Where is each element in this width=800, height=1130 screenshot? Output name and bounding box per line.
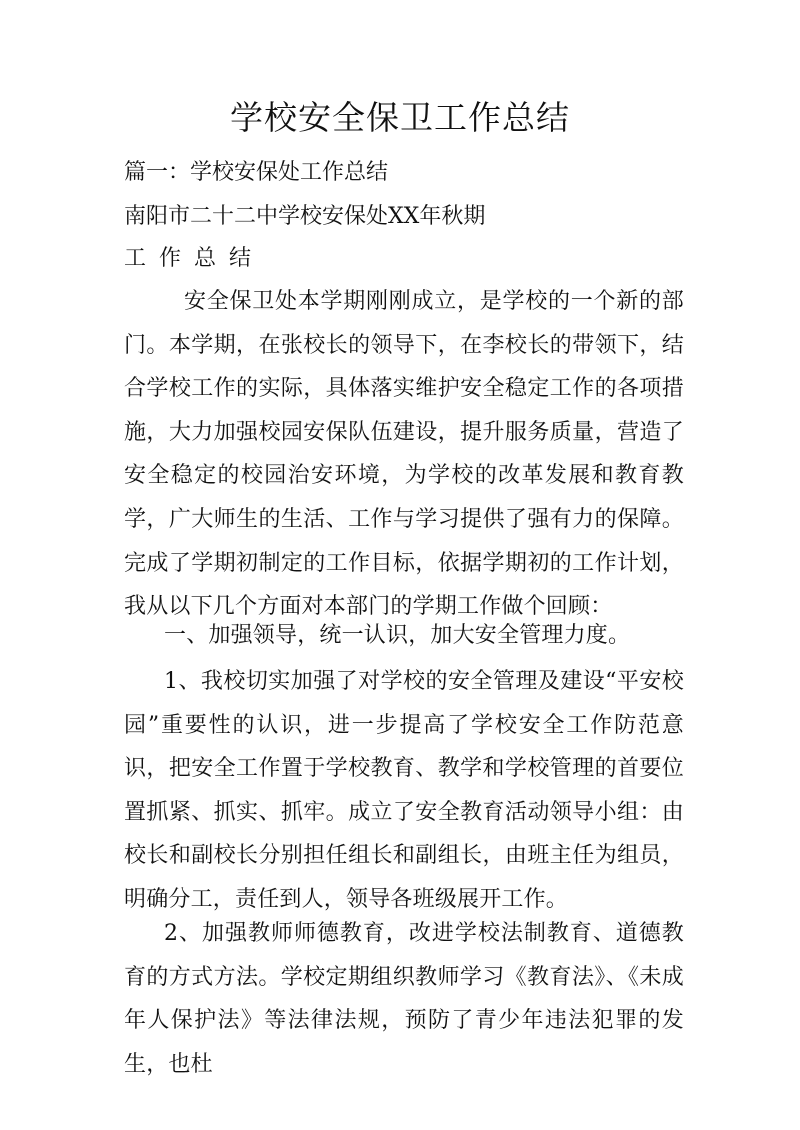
work-summary-heading: 工作总结 bbox=[124, 246, 265, 271]
intro-paragraph: 安全保卫处本学期刚刚成立，是学校的一个新的部门。本学期，在张校长的领导下，在李校长的带领下，结合学校工作的实际，具体落实维护安全稳定工作的各项措施，大力加强校园安保队伍建设，提升服务质量，营造了安全稳定的校园治安环境，为学校的改革发展和教育教学，广大师生的生活、工作与学习提供了强有力的保障。完成了学期初制定的工作目标，依据学期初的工作计划，我从以下几个方面对本部门的学期工作做个回顾： bbox=[124, 289, 684, 620]
section-heading-1: 一、加强领导，统一认识，加大安全管理力度。 bbox=[164, 623, 631, 648]
document-subtitle: 篇一：学校安保处工作总结 bbox=[124, 160, 389, 185]
organization-line: 南阳市二十二中学校安保处XX年秋期 bbox=[124, 204, 486, 229]
paragraph-item-2: 2、加强教师师德教育，改进学校法制教育、道德教育的方式方法。学校定期组织教师学习《教育法》、《未成年人保护法》等法律法规，预防了青少年违法犯罪的发生，也杜 bbox=[124, 921, 684, 1077]
document-title: 学校安全保卫工作总结 bbox=[230, 98, 570, 137]
paragraph-item-1: 1、我校切实加强了对学校的安全管理及建设“平安校园”重要性的认识，进一步提高了学校安全工作防范意识，把安全工作置于学校教育、教学和学校管理的首要位置抓紧、抓实、抓牢。成立了安全教育活动领导小组：由校长和副校长分别担任组长和副组长，由班主任为组员，明确分工，责任到人，领导各班级展开工作。 bbox=[124, 669, 684, 912]
